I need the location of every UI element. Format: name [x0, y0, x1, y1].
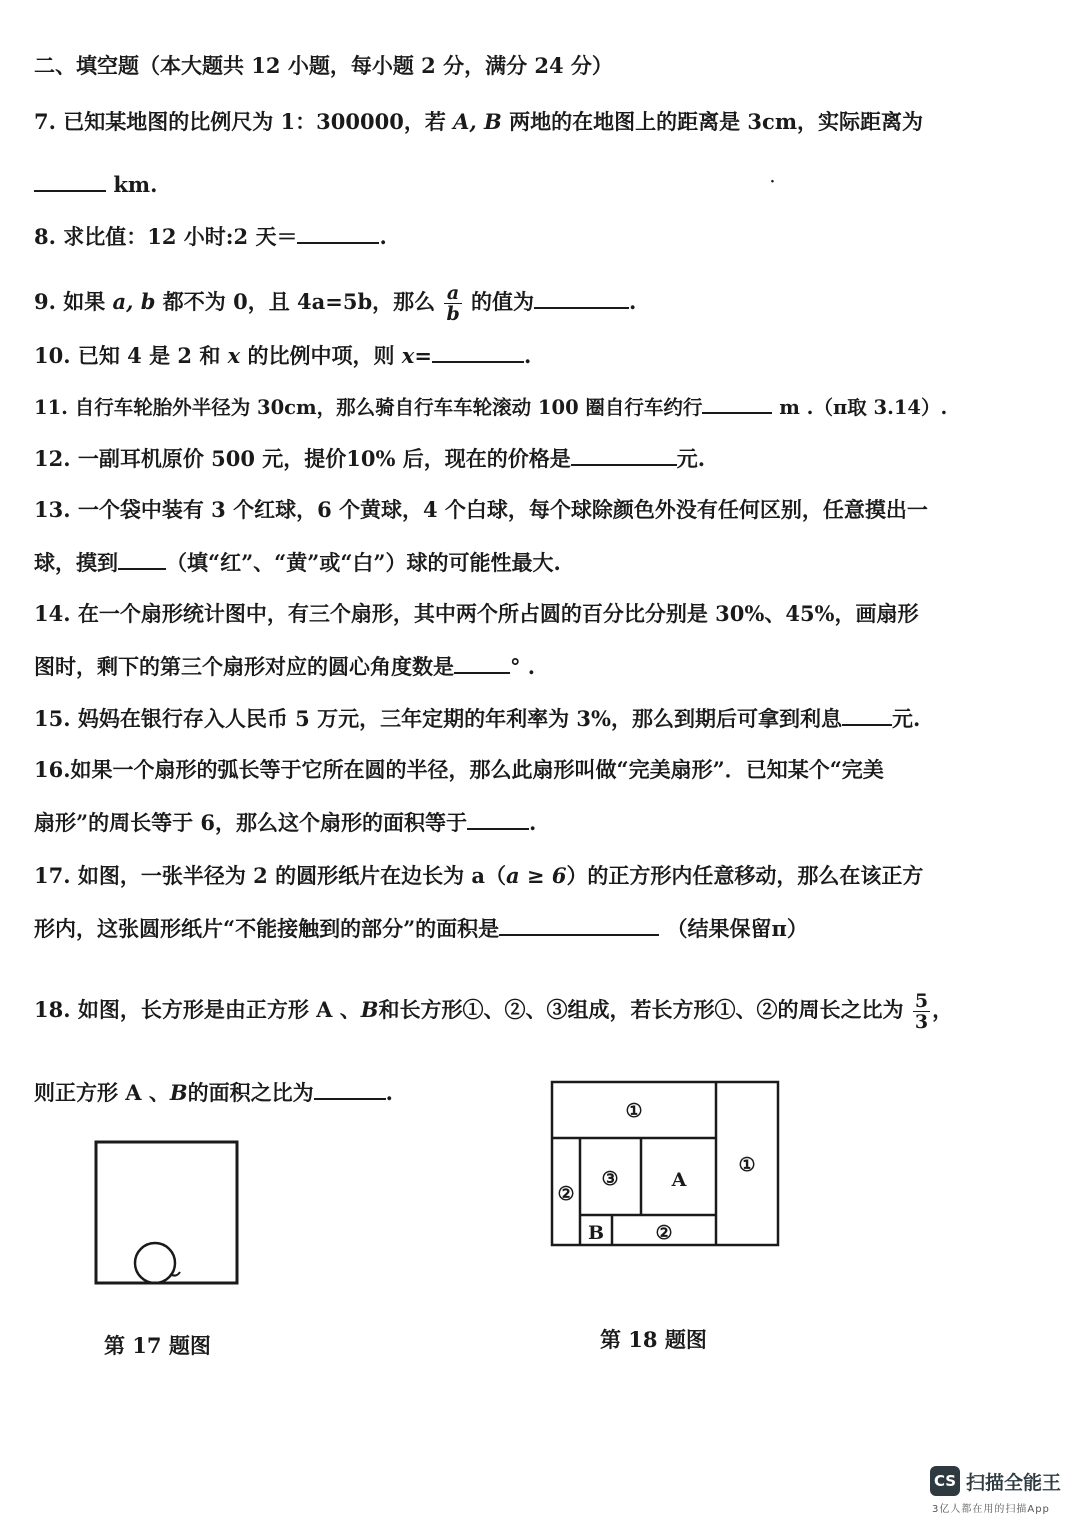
answer-blank[interactable] — [702, 392, 772, 414]
question-15: 15. 妈妈在银行存入人民币 5 万元，三年定期的年利率为 3%，那么到期后可拿到利息 元. — [34, 706, 921, 731]
question-10: 10. 已知 4 是 2 和 x 的比例中项，则 x= . — [34, 343, 532, 368]
watermark-name: 扫描全能王 — [966, 1472, 1062, 1494]
question-12: 12. 一副耳机原价 500 元，提价10% 后，现在的价格是 元. — [34, 446, 706, 471]
label-rect-1-top: ① — [625, 1100, 643, 1122]
section-title: 二、填空题（本大题共 12 小题，每小题 2 分，满分 24 分） — [34, 53, 613, 78]
answer-blank[interactable] — [34, 170, 106, 192]
question-13: 13. 一个袋中装有 3 个红球，6 个黄球，4 个白球，每个球除颜色外没有任何区别，任意摸出一 — [34, 497, 928, 522]
question-13-line-2: 球，摸到 （填“红”、“黄”或“白”）球的可能性最大. — [34, 550, 561, 575]
circle-paper — [135, 1243, 175, 1283]
figure-17-caption: 第 17 题图 — [104, 1333, 211, 1358]
question-8: 8. 求比值：12 小时:2 天＝ . — [34, 224, 387, 249]
question-7: 7. 已知某地图的比例尺为 1：300000，若 A, B 两地的在地图上的距离是 3cm，实际距离为 — [34, 109, 924, 134]
label-rect-2-left: ② — [557, 1183, 575, 1205]
square-outline — [96, 1142, 237, 1283]
answer-blank[interactable] — [297, 222, 379, 244]
label-square-a: A — [671, 1169, 687, 1191]
answer-blank[interactable] — [467, 808, 529, 830]
label-rect-2-bottom: ② — [655, 1222, 673, 1244]
question-18-line-2: 则正方形 A 、B的面积之比为 . — [34, 1080, 393, 1105]
answer-blank[interactable] — [118, 548, 166, 570]
label-rect-1-right: ① — [738, 1154, 756, 1176]
figure-17 — [90, 1136, 246, 1292]
fraction-a-over-b: $\frac{a}{b}$ — [446, 282, 460, 325]
question-7-answer-line: km. · — [34, 170, 1060, 199]
watermark-tagline: 3亿人都在用的扫描App — [932, 1504, 1050, 1515]
answer-blank[interactable] — [314, 1078, 386, 1100]
question-14-line-2: 图时，剩下的第三个扇形对应的圆心角度数是 ° . — [34, 654, 536, 679]
answer-blank[interactable] — [842, 704, 892, 726]
scanner-watermark — [930, 1466, 1070, 1518]
answer-blank[interactable] — [571, 444, 677, 466]
question-17-line-2: 形内，这张圆形纸片“不能接触到的部分”的面积是 （结果保留π） — [34, 916, 808, 941]
question-16-line-2: 扇形”的周长等于 6，那么这个扇形的面积等于 . — [34, 810, 537, 835]
question-9: 9. 如果 a, b 都不为 0，且 4a=5b，那么 $\frac{a}{b}$ 的值为 . — [34, 282, 637, 325]
question-14: 14. 在一个扇形统计图中，有三个扇形，其中两个所占圆的百分比分别是 30%、45%，画扇形 — [34, 601, 919, 626]
answer-blank[interactable] — [499, 914, 659, 936]
question-11: 11. 自行车轮胎外半径为 30cm，那么骑自行车车轮滚动 100 圈自行车约行 m .（π取 3.14）. — [34, 392, 1060, 422]
answer-blank[interactable] — [432, 341, 524, 363]
question-16: 16.如果一个扇形的弧长等于它所在圆的半径，那么此扇形叫做“完美扇形”．已知某个“完美 — [34, 757, 884, 782]
question-17: 17. 如图，一张半径为 2 的圆形纸片在边长为 a（a ≥ 6）的正方形内任意移动，那么在该正方 — [34, 863, 924, 888]
figure-18 — [548, 1078, 784, 1250]
scan-dot: · — [770, 174, 775, 190]
question-18: 18. 如图，长方形是由正方形 A 、B和长方形①、②、③组成，若长方形①、②的周长之比为 $\frac{5}{3}$ ， — [34, 990, 954, 1033]
fraction-5-over-3: $\frac{5}{3}$ — [914, 990, 929, 1033]
answer-blank[interactable] — [454, 652, 510, 674]
figure-18-caption: 第 18 题图 — [600, 1327, 707, 1352]
camscanner-logo-icon: CS — [930, 1466, 960, 1496]
answer-blank[interactable] — [534, 287, 629, 309]
label-square-b: B — [587, 1222, 605, 1244]
label-rect-3: ③ — [601, 1168, 619, 1190]
